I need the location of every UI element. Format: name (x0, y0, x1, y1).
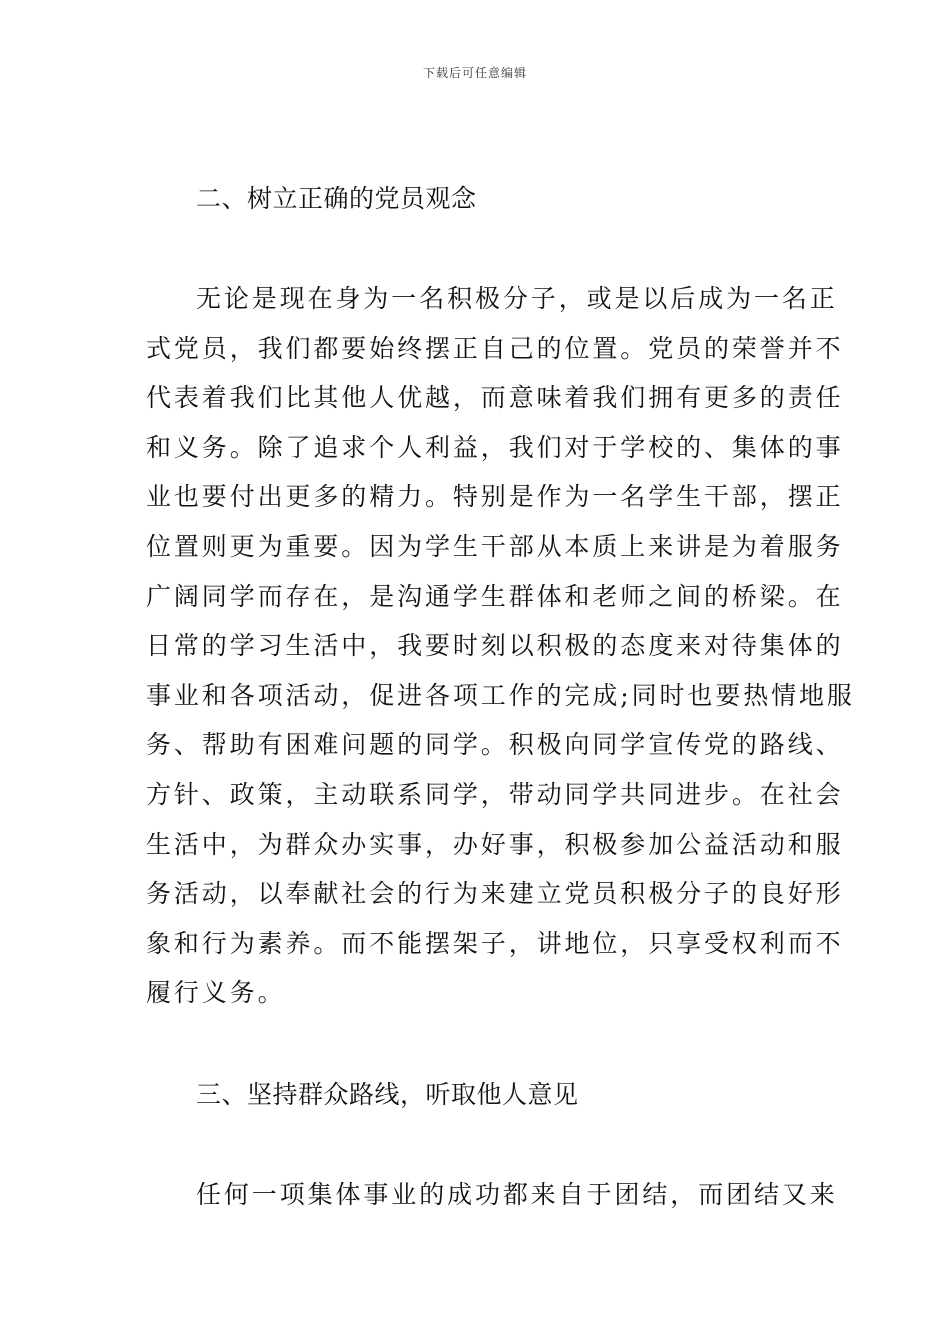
paragraph-line: 业也要付出更多的精力。特别是作为一名学生干部，摆正 (146, 482, 844, 512)
paragraph-line: 式党员，我们都要始终摆正自己的位置。党员的荣誉并不 (146, 333, 844, 363)
paragraph-line: 务、帮助有困难问题的同学。积极向同学宣传党的路线、 (146, 730, 844, 760)
paragraph-line: 生活中，为群众办实事，办好事，积极参加公益活动和服 (146, 829, 844, 859)
header-note: 下载后可任意编辑 (422, 66, 527, 80)
section-2-heading: 二、树立正确的党员观念 (196, 184, 477, 213)
paragraph-line: 任何一项集体事业的成功都来自于团结，而团结又来 (196, 1180, 838, 1209)
paragraph-line: 和义务。除了追求个人利益，我们对于学校的、集体的事 (146, 432, 844, 462)
paragraph-line: 事业和各项活动，促进各项工作的完成;同时也要热情地服 (146, 680, 855, 710)
paragraph-line: 方针、政策，主动联系同学，带动同学共同进步。在社会 (146, 780, 844, 809)
paragraph-line: 履行义务。 (146, 978, 286, 1008)
paragraph-line: 无论是现在身为一名积极分子，或是以后成为一名正 (196, 284, 838, 313)
paragraph-line: 日常的学习生活中，我要时刻以积极的态度来对待集体的 (146, 631, 844, 661)
paragraph-line: 位置则更为重要。因为学生干部从本质上来讲是为着服务 (146, 532, 844, 561)
paragraph-line: 代表着我们比其他人优越，而意味着我们拥有更多的责任 (146, 383, 844, 413)
section-3-heading: 三、坚持群众路线，听取他人意见 (196, 1080, 579, 1109)
paragraph-line: 象和行为素养。而不能摆架子，讲地位，只享受权利而不 (146, 928, 844, 958)
paragraph-line: 务活动，以奉献社会的行为来建立党员积极分子的良好形 (146, 879, 844, 909)
paragraph-line: 广阔同学而存在，是沟通学生群体和老师之间的桥梁。在 (146, 581, 844, 611)
